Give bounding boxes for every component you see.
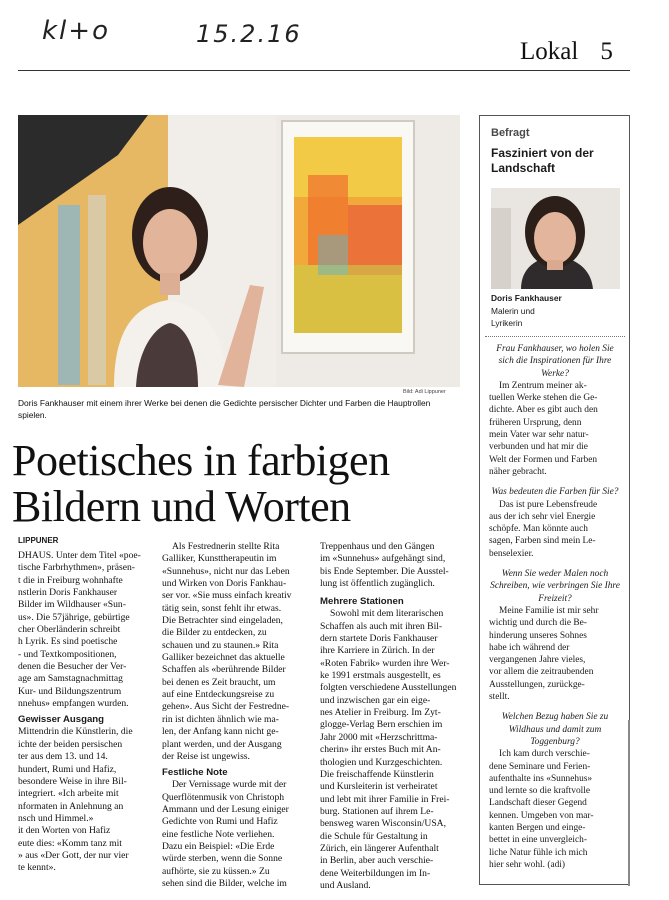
- subheading-mehrere-stationen: Mehrere Stationen: [320, 596, 404, 608]
- column-1-paragraph-2: Mittendrin die Künstlerin, die ichte der beiden persischen ter aus dem 13. und 14. hundert, Rumi und Hafiz, besondere Weise in ihre Bil- integriert. «Ich arbeite mit nformaten in Anlehnung an nsch und Himmel.» it den Worten von Hafiz eute dies: «Komm tanz mit » aus «Der Gott, der nur vier te kennt».: [18, 726, 133, 874]
- column-2-paragraph-2: Der Vernissage wurde mit der Querflötenmusik von Christoph Ammann und der Lesung einiger Gedichte von Rumi und Hafiz eine festliche Note verliehen. Dazu ein Beispiel: «Die Erde würde sterben, wenn die Sonne aufhörte, sie zu küssen.» Zu sehen sind die Bilder, welche im: [162, 779, 289, 889]
- main-photo: [18, 115, 460, 387]
- header-rule: [18, 70, 630, 71]
- portrait-photo: [491, 188, 620, 289]
- article-column-2: [162, 541, 310, 890]
- subheading-festliche-note: Festliche Note: [162, 767, 228, 779]
- photo-caption: Doris Fankhauser mit einem ihrer Werke bei denen die Gedichte persischer Dichter und Farben die Hauptrollen spielen.: [18, 398, 431, 420]
- interviewee-name: Doris Fankhauser: [491, 293, 562, 303]
- interview-divider: [485, 336, 625, 337]
- page-number: 5: [600, 38, 613, 65]
- section-title: [520, 38, 613, 66]
- interviewee-role: Malerin und Lyrikerin: [491, 306, 535, 328]
- headline-line-2: Bildern und Worten: [12, 482, 351, 531]
- question-4: Welchen Bezug haben Sie zu Wildhaus und damit zum Toggenburg?: [501, 712, 609, 747]
- artist-with-painting-image: [18, 115, 460, 387]
- article-column-1: [18, 550, 152, 875]
- interview-title: Fasziniert von der Landschaft: [491, 146, 594, 175]
- question-2: Was bedeuten die Farben für Sie?: [491, 487, 619, 498]
- handwritten-date: 15.2.16: [196, 20, 302, 48]
- headline-line-1: Poetisches in farbigen: [12, 436, 390, 485]
- interview-kicker: Befragt: [491, 127, 530, 139]
- handwritten-source-note: kl+o: [42, 16, 110, 46]
- question-1: Frau Fankhauser, wo holen Sie sich die Inspirationen für Ihre Werke?: [496, 344, 614, 379]
- subheading-gewisser-ausgang: Gewisser Ausgang: [18, 714, 105, 726]
- scan-edge-mark: [628, 720, 630, 886]
- article-author: LIPPUNER: [18, 536, 59, 545]
- column-3-paragraph-1: Treppenhaus und den Gängen im «Sunnehus» aufgehängt sind, bis Ende September. Die Ausstel- lung ist öffentlich zugänglich.: [320, 541, 449, 590]
- section-name: Lokal: [520, 38, 579, 65]
- article-column-3: [320, 541, 468, 892]
- answer-2: Das ist pure Lebensfreude aus der ich sehr viel Energie schöpfe. Man könnte auch sagen, Farben sind mein Le- benselexier.: [489, 499, 598, 559]
- column-2-paragraph-1: Als Festrednerin stellte Rita Galliker, Kunsttherapeutin im «Sunnehus», nicht nur das Leben und Wirken von Doris Fankhau- ser vor. «Sie muss einfach kreativ tätig sein, sonst fehlt ihr etwas. Die Betrachter sind eingeladen, die Bilder zu entdecken, zu schauen und zu staunen.» Rita Galliker bezeichnet das aktuelle Schaffen als «berührende Bilder bei denen es Zeit braucht, um auf eine Entdeckungsreise zu gehen». Aus Sicht der Festredne- rin ist dichten ähnlich wie ma- len, der Anfang kann nicht ge- plant werden, und der Ausgang der Reise ist ungewiss.: [162, 541, 292, 762]
- answer-4: Ich kam durch verschie- dene Seminare und Ferien- aufenthalte ins «Sunnehus» und lernte so die kraftvolle Landschaft dieser Gegend kennen. Umgeben von mar- kanten Bergen und einge- bettet in eine unvergleich- liche Natur fühle ich mich hier sehr wohl. (adi): [489, 749, 594, 870]
- column-3-paragraph-2: Sowohl mit dem literarischen Schaffen als auch mit ihren Bil- dern startete Doris Fankhauser ihre Karriere in Zürich. In der «Roten Fabrik» wurden ihre Wer- ke 1991 erstmals ausgestellt, es folgten verschiedene Ausstellungen und inzwischen gar ein eige- nes Atelier in Freiburg. Im Zyt- glogge-Verlag Bern erschien im Jahr 2000 mit «Herzschrittma- cherin» ihr erstes Buch mit An- thologien und Kurzgeschichten. Die freischaffende Künstlerin und Kursleiterin ist verheiratet und lebt mit ihrer Familie in Frei- burg. Stationen auf ihrem Le- bensweg waren Wisconsin/USA, die Schule für Gestaltung in Zürich, ein längerer Aufenthalt in Berlin, aber auch verschie- dene Weiterbildungen im In- und Ausland.: [320, 608, 457, 891]
- interview-qa: [489, 343, 621, 871]
- photo-credit: Bild: Adi Lippuner: [403, 389, 446, 395]
- column-1-paragraph-1: DHAUS. Unter dem Titel «poe- tische Farbrhythmen», präsen- t die in Freiburg wohnhafte nstlerin Doris Fankhauser Bilder im Wildhauser «Sun- us». Die 57jährige, gebürtige cher Oberländerin schreibt h Lyrik. Es sind poetische - und Textkompositionen, denen die Besucher der Ver- age am Samstagnachmittag Kur- und Bildungszentrum nnehus» empfangen wurden.: [18, 550, 141, 710]
- portrait-image: [491, 188, 620, 289]
- answer-3: Meine Familie ist mir sehr wichtig und durch die Be- hinderung unseres Sohnes habe ich während der vergangenen Jahre vieles, vor allem die zeitraubenden Ausstellungen, zurückge- stellt.: [489, 605, 599, 703]
- answer-1: Im Zentrum meiner ak- tuellen Werke stehen die Ge- dichte. Aber es gibt auch den früheren Ursprung, denn mein Vater war sehr natur- verbunden und hat mir die Welt der Formen und Farben näher gebracht.: [489, 380, 598, 477]
- question-3: Wenn Sie weder Malen noch Schreiben, wie verbringen Sie Ihre Freizeit?: [490, 569, 620, 604]
- article-headline: [12, 438, 472, 530]
